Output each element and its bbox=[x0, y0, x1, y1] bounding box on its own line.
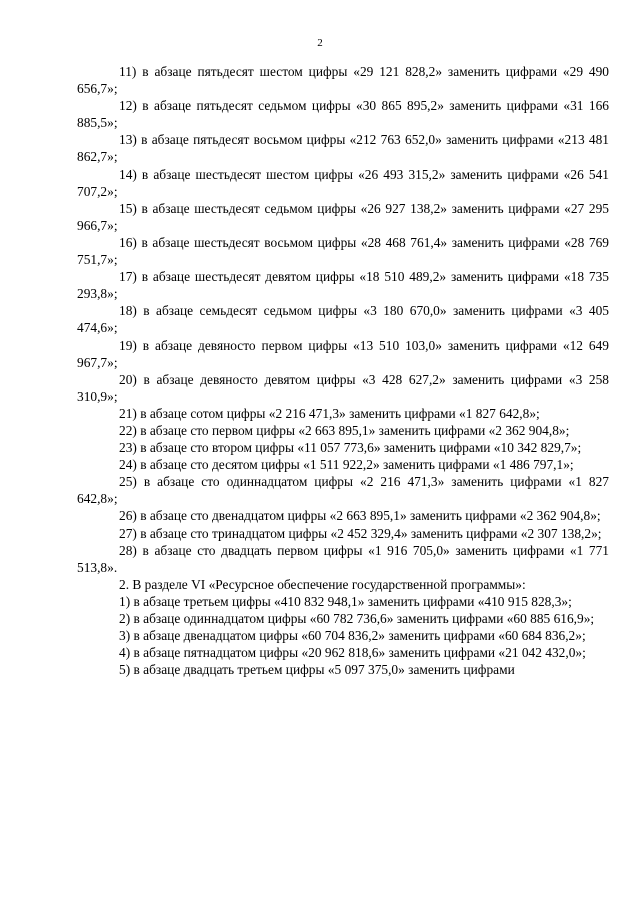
paragraph: 3) в абзаце двенадцатом цифры «60 704 836,2» заменить цифрами «60 684 836,2»; bbox=[119, 628, 586, 644]
paragraph: 4) в абзаце пятнадцатом цифры «20 962 818,6» заменить цифрами «21 042 432,0»; bbox=[119, 645, 586, 661]
paragraph: 17) в абзаце шестьдесят девятом цифры «18 510 489,2» заменить цифрами «18 735 293,8»; bbox=[77, 269, 609, 302]
paragraph: 27) в абзаце сто тринадцатом цифры «2 452 329,4» заменить цифрами «2 307 138,2»; bbox=[119, 525, 602, 541]
paragraph: 16) в абзаце шестьдесят восьмом цифры «28 468 761,4» заменить цифрами «28 769 751,7»; bbox=[77, 234, 609, 268]
paragraph: 26) в абзаце сто двенадцатом цифры «2 663 895,1» заменить цифрами «2 362 904,8»; bbox=[119, 508, 601, 524]
paragraph: 2) в абзаце одиннадцатом цифры «60 782 736,6» заменить цифрами «60 885 616,9»; bbox=[119, 611, 595, 626]
paragraph: 14) в абзаце шестьдесят шестом цифры «26 493 315,2» заменить цифрами «26 541 707,2»; bbox=[77, 166, 609, 199]
paragraph: 11) в абзаце пятьдесят шестом цифры «29 121 828,2» заменить цифрами «29 490 656,7»; bbox=[77, 64, 609, 97]
paragraph: 24) в абзаце сто десятом цифры «1 511 922,2» заменить цифрами «1 486 797,1»; bbox=[119, 457, 574, 473]
paragraph: 18) в абзаце семьдесят седьмом цифры «3 180 670,0» заменить цифрами «3 405 474,6»; bbox=[77, 303, 609, 336]
paragraph: 20) в абзаце девяносто девятом цифры «3 428 627,2» заменить цифрами «3 258 310,9»; bbox=[77, 371, 609, 404]
document-body bbox=[77, 63, 609, 678]
section-heading: 2. В разделе VI «Ресурсное обеспечение государственной программы»: bbox=[119, 576, 526, 592]
paragraph: 25) в абзаце сто одиннадцатом цифры «2 216 471,3» заменить цифрами «1 827 642,8»; bbox=[77, 474, 609, 507]
paragraph: 22) в абзаце сто первом цифры «2 663 895,1» заменить цифрами «2 362 904,8»; bbox=[119, 422, 570, 438]
paragraph: 23) в абзаце сто втором цифры «11 057 773,6» заменить цифрами «10 342 829,7»; bbox=[119, 440, 582, 456]
paragraph: 19) в абзаце девяносто первом цифры «13 510 103,0» заменить цифрами «12 649 967,7»; bbox=[77, 337, 609, 370]
paragraph: 28) в абзаце сто двадцать первом цифры «1 916 705,0» заменить цифрами «1 771 513,8». bbox=[77, 542, 609, 575]
paragraph: 15) в абзаце шестьдесят седьмом цифры «26 927 138,2» заменить цифрами «27 295 966,7»; bbox=[77, 200, 609, 233]
paragraph: 1) в абзаце третьем цифры «410 832 948,1» заменить цифрами «410 915 828,3»; bbox=[119, 593, 572, 609]
page-number: 2 bbox=[317, 37, 323, 49]
paragraph: 21) в абзаце сотом цифры «2 216 471,3» заменить цифрами «1 827 642,8»; bbox=[119, 405, 540, 421]
paragraph: 13) в абзаце пятьдесят восьмом цифры «212 763 652,0» заменить цифрами «213 481 862,7»; bbox=[77, 132, 609, 165]
paragraph: 5) в абзаце двадцать третьем цифры «5 097 375,0» заменить цифрами bbox=[119, 662, 515, 678]
paragraph: 12) в абзаце пятьдесят седьмом цифры «30 865 895,2» заменить цифрами «31 166 885,5»; bbox=[77, 98, 609, 131]
